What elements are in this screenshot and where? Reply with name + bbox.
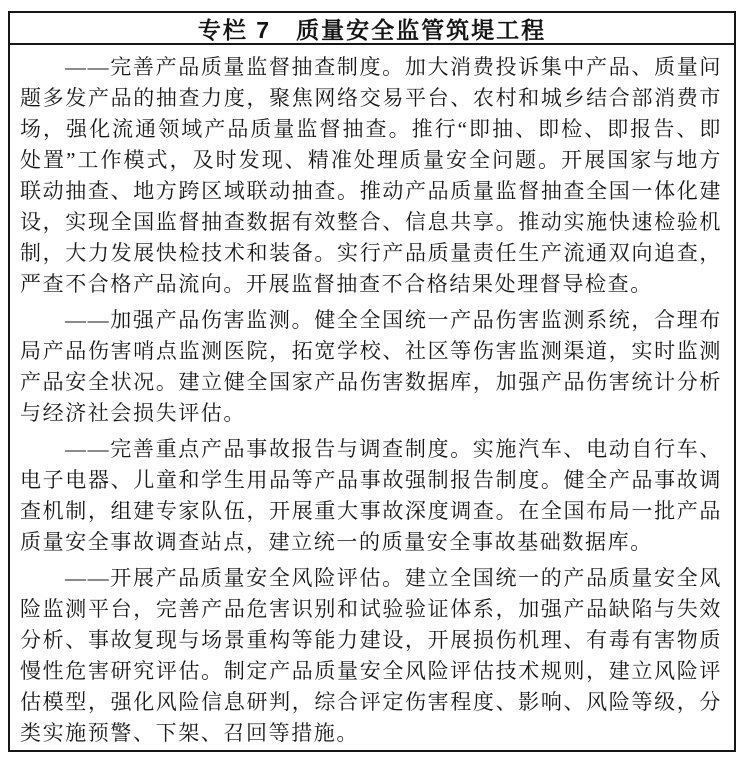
column-7-box bbox=[8, 11, 736, 752]
panel-title: 专栏 7 质量安全监管筑堤工程 bbox=[10, 13, 734, 45]
paragraph-injury-monitoring: ——加强产品伤害监测。健全全国统一产品伤害监测系统，合理布局产品伤害哨点监测医院，拓宽学校、社区等伤害监测渠道，实时监测产品安全状况。建立健全国家产品伤害数据库，加强产品伤害统计分析与经济社会损失评估。 bbox=[20, 308, 722, 425]
paragraph-supervision-sampling: ——完善产品质量监督抽查制度。加大消费投诉集中产品、质量问题多发产品的抽查力度，聚焦网络交易平台、农村和城乡结合部消费市场，强化流通领域产品质量监督抽查。推行“即抽、即检、即报告、即处置”工作模式，及时发现、精准处理质量安全问题。开展国家与地方联动抽查、地方跨区域联动抽查。推动产品质量监督抽查全国一体化建设，实现全国监督抽查数据有效整合、信息共享。推动实施快速检验机制，大力发展快检技术和装备。实行产品质量责任生产流通双向追查，严查不合格产品流向。开展监督抽查不合格结果处理督导检查。 bbox=[20, 55, 722, 296]
panel-body bbox=[10, 45, 734, 753]
paragraph-accident-reporting: ——完善重点产品事故报告与调查制度。实施汽车、电动自行车、电子电器、儿童和学生用品等产品事故强制报告制度。健全产品事故调查机制，组建专家队伍，开展重大事故深度调查。在全国布局一批产品质量安全事故调查站点，建立统一的质量安全事故基础数据库。 bbox=[20, 437, 722, 554]
paragraph-risk-assessment: ——开展产品质量安全风险评估。建立全国统一的产品质量安全风险监测平台，完善产品危害识别和试验验证体系，加强产品缺陷与失效分析、事故复现与场景重构等能力建设，开展损伤机理、有毒有害物质慢性危害研究评估。制定产品质量安全风险评估技术规则，建立风险评估模型，强化风险信息研判，综合评定伤害程度、影响、风险等级，分类实施预警、下架、召回等措施。 bbox=[20, 566, 722, 745]
